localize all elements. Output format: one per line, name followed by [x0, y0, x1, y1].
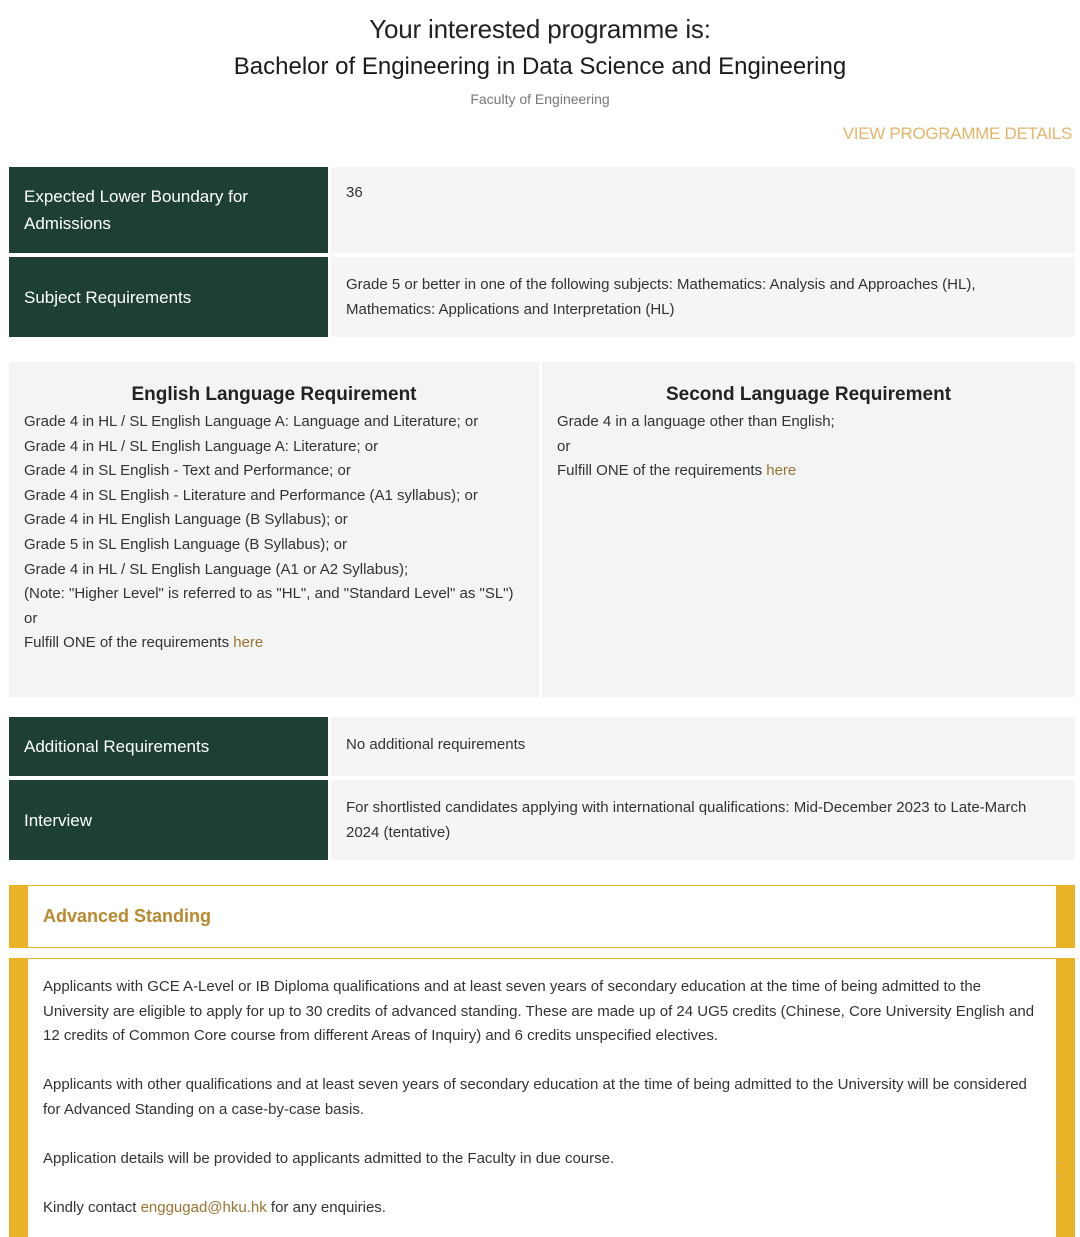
subject-requirements-row — [9, 257, 1075, 337]
english-line: Grade 4 in HL / SL English Language A: Language and Literature; or — [24, 413, 479, 430]
contact-paragraph — [43, 1196, 1041, 1221]
faculty-name: Faculty of Engineering — [470, 91, 610, 107]
english-requirement-title: English Language Requirement — [131, 384, 417, 405]
advanced-standing-title: Advanced Standing — [43, 906, 212, 926]
additional-requirements-label: Additional Requirements — [9, 717, 328, 776]
programme-title: Bachelor of Engineering in Data Science and Engineering — [233, 53, 847, 80]
language-requirements — [9, 362, 1075, 697]
english-line: Grade 4 in HL / SL English Language A: Literature; or — [24, 437, 379, 455]
advanced-standing-paragraph: Applicants with other qualifications and at least seven years of secondary education at the time of being admitted to the University will be considered for Advanced Standing on a case-by-case basis. — [43, 1076, 1027, 1118]
english-note: (Note: "Higher Level" is referred to as "HL", and "Standard Level" as "SL") — [24, 585, 514, 603]
advanced-standing-header[interactable] — [9, 885, 1075, 948]
advanced-standing-content — [9, 958, 1075, 1237]
additional-requirements-row — [9, 717, 1075, 776]
english-line: Grade 5 in SL English Language (B Syllabus); or — [24, 535, 347, 553]
contact-suffix: for any enquiries. — [266, 1198, 386, 1216]
lower-boundary-label: Expected Lower Boundary for Admissions — [9, 167, 328, 253]
scroll-widget-icon[interactable]: ▫ ▫ — [1056, 1158, 1060, 1183]
advanced-standing-paragraph: Application details will be provided to applicants admitted to the Faculty in due course. — [43, 1149, 615, 1167]
second-language-or: or — [557, 437, 571, 455]
english-line: Grade 4 in HL / SL English Language (A1 or A2 Syllabus); — [24, 560, 409, 578]
english-requirement — [9, 362, 539, 697]
interview-value: For shortlisted candidates applying with international qualifications: Mid-December 2023 to Late-March 2024 (tentative) — [331, 780, 1075, 860]
subject-requirements-value: Grade 5 or better in one of the following subjects: Mathematics: Analysis and Approaches (HL), Mathematics: Applications and Interpretation (HL) — [331, 257, 1075, 337]
contact-email-link[interactable]: enggugad@hku.hk — [140, 1198, 267, 1216]
english-line: Grade 4 in SL English - Literature and Performance (A1 syllabus); or — [24, 486, 478, 504]
advanced-standing-paragraph: Applicants with GCE A-Level or IB Diploma qualifications and at least seven years of secondary education at the time of being admitted to the University are eligible to apply for up to 30 credits of advanced standing. These are made up of 24 UG5 credits (Chinese, Core University English and 12 credits of Common Core course from different Areas of Inquiry) and 6 credits unspecified electives. — [43, 978, 1035, 1044]
intro-text: Your interested programme is: — [369, 14, 711, 44]
interview-row — [9, 780, 1075, 860]
english-line: Grade 4 in SL English - Text and Performance; or — [24, 462, 351, 480]
english-fulfill — [24, 631, 524, 656]
second-language-line: Grade 4 in a language other than English; — [557, 413, 835, 430]
contact-prefix: Kindly contact — [43, 1198, 141, 1216]
second-language-title: Second Language Requirement — [665, 384, 952, 405]
subject-requirements-label: Subject Requirements — [9, 257, 328, 337]
additional-requirements-value: No additional requirements — [331, 717, 1075, 776]
lower-boundary-row — [9, 167, 1075, 253]
interview-label: Interview — [9, 780, 328, 860]
english-here-link[interactable]: here — [233, 634, 264, 652]
lower-boundary-value: 36 — [331, 167, 1075, 253]
second-language-here-link[interactable]: here — [766, 462, 797, 480]
second-language-requirement — [542, 362, 1075, 697]
english-line: Grade 4 in HL English Language (B Syllabus); or — [24, 511, 348, 529]
second-language-fulfill-text: Fulfill ONE of the requirements — [557, 462, 767, 480]
second-language-fulfill — [557, 459, 1060, 484]
english-fulfill-text: Fulfill ONE of the requirements — [24, 634, 234, 652]
view-programme-details-link[interactable]: VIEW PROGRAMME DETAILS — [842, 124, 1072, 143]
english-or: or — [24, 609, 38, 627]
